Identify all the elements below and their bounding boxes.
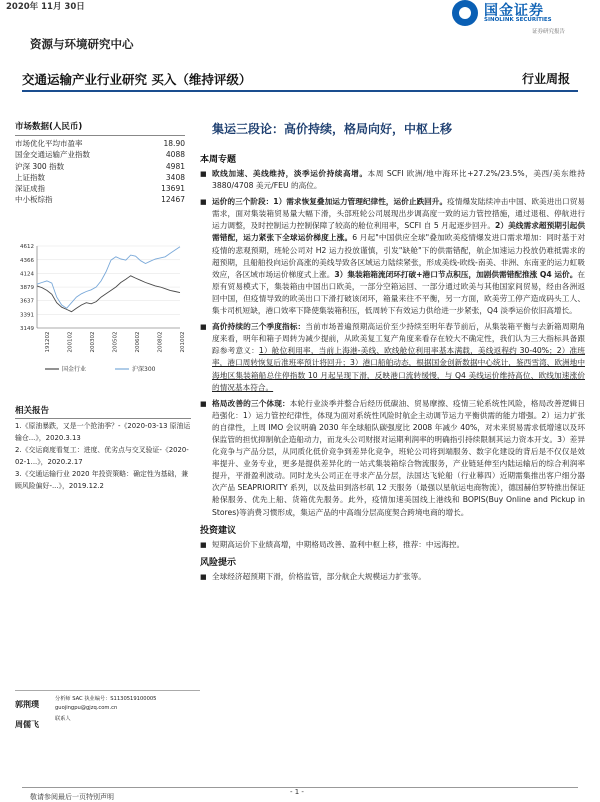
related-report-item[interactable]: 3.《交通运输行业 2020 年投资策略：确定性为基础，兼顾风险偏好-...》，2019.12.2 (15, 470, 189, 490)
analyst-name: 郭荆璞 (15, 700, 39, 709)
market-data-panel (15, 120, 185, 206)
bullet-paragraph (200, 398, 585, 519)
bullet-body: 本周 SCFI 欧洲/地中海环比+27.2%/23.5%，美西/美东维持 3880/4708 美元/FEU 的高位。 (212, 169, 585, 191)
market-data-title: 市场数据(人民币) (15, 122, 83, 132)
bullet-text (212, 398, 585, 519)
bullet-body: 在原有贸易模式下，集装箱由中国出口欧美，一部分空箱运回、一部分通过欧美与其他国家间贸易，经由各洲返回中国，但疫情导致的欧美出口下滑打破该闭环，箱量来往不平衡，另一方面，欧美劳工停产造成码头工人、集卡司机短缺，港口效率下降使集装箱积压，低周转下有效运力供给进一步紧张，Q4 淡季运价依旧高增长。 (212, 269, 585, 316)
bullet-bold: 2）美线需求超预期引起供需错配，运力紧张下全球运价梯度上涨。 (212, 221, 585, 243)
chart-y-tick-label: 3637 (20, 298, 34, 305)
invest-text: 短期高运价下业绩高增，中期格局改善、盈利中枢上移，推荐：中远海控。 (212, 539, 465, 549)
bullet-bold: 高价持续的三个季度指标： (212, 322, 306, 332)
bullet-text (212, 321, 585, 394)
analyst-row (15, 695, 200, 713)
related-report-item[interactable]: 1.《原油暴跌，又是一个抢油季？-《2020-03-13 原油运输仓...》，2020.3.13 (15, 422, 191, 442)
market-data-row (15, 183, 185, 194)
research-center-name: 资源与环境研究中心 (30, 37, 134, 51)
bullet-body: 当前市场普遍预期高运价至少持续至明年春节前后，从集装箱平衡与去新箱周期角度来看，明年和箱子周转为减少提前，从欧美复工复产角度来看存在较大不确定性，我们认为三大指标具备跟踪参考意义： (212, 322, 586, 356)
bullet-bold: 3）集装箱箱流闭环打破+港口节点积压，加剧供需错配推涨 Q4 运价。 (334, 269, 578, 279)
market-data-row (15, 194, 185, 205)
analyst-license: 分析师 SAC 执业编号：S1130519100005 (55, 696, 157, 702)
section-risk-title: 风险提示 (200, 557, 237, 568)
bullet-bold: 欧线加速、美线维持，淡季运价持续高增。 (212, 169, 368, 178)
chart-x-tick-label: 200602 (135, 331, 141, 353)
analyst-panel (15, 688, 200, 732)
chart-series-line (37, 247, 180, 309)
market-data-label: 深证成指 (15, 184, 45, 194)
analyst-row (15, 715, 200, 730)
related-divider (15, 418, 191, 419)
market-data-row (15, 172, 185, 183)
chart-x-tick-label: 200302 (90, 331, 96, 353)
chart-y-tick-label: 4612 (20, 244, 34, 250)
related-reports (15, 404, 191, 494)
chart-x-tick-label: 200102 (67, 331, 74, 353)
report-title: 交通运输产业行业研究 买入（维持评级） (22, 72, 252, 87)
market-data-label: 市场优化平均市盈率 (15, 139, 83, 148)
market-data-row (15, 149, 185, 160)
section-invest-title: 投资建议 (200, 525, 237, 536)
market-data-value: 4088 (165, 150, 185, 160)
bullet-body: 6 月起"中国供应全球"叠加欧美疫情爆发进口需求增加：同时基于对疫情的悲观预期，班轮公司对 H2 运力投放谨慎，引发"缺舱"下的供需错配，航企加速运力投放仍难抵需求的超预期，且船舶投向运价高涨的美线导致各区域运力陆续紧张，形成美线-欧线-南美、非洲、东南亚的运力虹吸效应，各区域市场运价梯度式上涨。 (212, 233, 585, 279)
chart-x-tick-label: 200802 (157, 331, 164, 353)
index-chart (15, 240, 185, 380)
related-reports-title: 相关报告 (15, 406, 50, 416)
market-data-rows (15, 138, 185, 206)
bullet-underlined: 1）舱位利用率，当前上海港-美线、欧线舱位利用率基本满载，美线返程约 30-40%；2）准班率，港口周转恢复后准班率预计将回升；3）港口船舶动态，根据国金创新数据中心统计，鉴西雪湾、欧洲地中海地区集装箱船总住停指数 10 月起呈现下滑，反映港口流转缓慢，与 Q4 美线运价维持高位、欧线加速涨价的情况基本符合。 (212, 346, 586, 392)
risk-text: 全球经济超预期下滑，价格监管，部分航企大规模运力扩张等。 (212, 571, 426, 581)
square-bullet-icon: ■ (200, 198, 207, 207)
company-logo (452, 0, 594, 38)
section-focus-title: 本周专题 (200, 155, 237, 165)
market-data-row (15, 138, 185, 149)
logo-sub-text: 证券研究报告 (532, 29, 566, 35)
analyst-info (55, 715, 71, 724)
logo-en-text: SINOLINK SECURITIES (484, 17, 552, 23)
logo-cn-text: 国金证券 (484, 3, 544, 19)
analyst-name: 周儒飞 (15, 720, 39, 729)
footer-disclaimer: 敬请参阅最后一页特别声明 (30, 793, 114, 801)
market-data-value: 3408 (165, 172, 185, 182)
market-data-value: 4981 (165, 161, 185, 171)
header-divider (22, 90, 578, 92)
market-data-label: 中小板综指 (15, 195, 53, 205)
chart-legend-label: 沪深300 (132, 366, 156, 373)
market-data-value: 13691 (161, 184, 185, 194)
square-bullet-icon: ■ (200, 399, 207, 408)
bullet-paragraph (200, 196, 585, 317)
market-data-row (15, 161, 185, 172)
bullet-body: 本轮行业淡季并整合后经历低碳油、贸易摩擦、疫情三轮系统性风险，格局改善逻辑日趋强化：1）运力管控纪律性，体现为面对系统性风险时航企主动调节运力平衡供需的能力增强。2）运力扩张的自律性，上周 IMO 会议明确 2030 年全球船队碳强度比 2008 年减少 40%，对未来贸易需求低增速以及环保监管的担忧抑制航企造船动力，而龙头公司财报对运期利润率的明确指引持续限制其运力资本开支。3）差异化竞争与产品分层，从同质化低价竞争到差异化竞争，班轮公司将到端服务、数字化建设的背后是不仅仅是效率提升、业务专业，更多是提供差异化的一站式集装箱综合物流服务，产业链延伸至内陆运输后的综合利润率提升，平滑盈利波动。同时龙头公司正在寻求产品分层，法国达飞轮船（行业幕四）近期需集推出客户细分器次产品 SEAPRIORITY 系列，以及盐田到洛杉矶 12 天服务（最强以星航运电商物流），德国赫伯罗特推出保证舱保服务、优先上船、货箱优先服务。此外，疫情加速美国线上港线和 BOPIS(Buy Online and Pickup in Stores)等消费习惯形成，集运产品的中高端分层高度契合跨境电商的增长。 (212, 398, 586, 517)
market-data-label: 国金交通运输产业指数 (15, 150, 90, 160)
market-data-value: 18.90 (163, 139, 185, 148)
index-chart-svg (15, 240, 185, 380)
report-headline: 集运三段论：高价持续，格局向好，中枢上移 (212, 122, 453, 136)
bullet-paragraph (200, 571, 585, 583)
chart-y-tick-label: 4366 (20, 257, 34, 264)
chart-legend-label: 国金行业 (62, 366, 87, 373)
analyst-divider (15, 690, 200, 691)
square-bullet-icon: ■ (200, 572, 207, 581)
chart-series-line (37, 276, 180, 312)
bullet-body: 疫情爆发陆续冲击中国、欧美进出口贸易需求，面对集装箱贸易量大幅下滑，头部班轮公司展现出步调高度一致的运力管控措施，通过退租、停航进行运力调整，及时控制运力控制保障了较高的舱位利用率，SCFI 自 5 月起逐步回升。 (212, 197, 585, 231)
square-bullet-icon: ■ (200, 540, 207, 549)
bullet-text (212, 196, 585, 317)
market-data-divider (15, 135, 185, 136)
analyst-role: 联系人 (55, 716, 71, 722)
chart-y-tick-label: 3391 (20, 312, 34, 319)
chart-y-tick-label: 3149 (20, 326, 34, 332)
page-number: - 1 - (290, 788, 304, 796)
square-bullet-icon: ■ (200, 170, 207, 178)
related-report-item[interactable]: 2.《交运商度看复工：进度、优劣点与交叉验证-《2020-02-1...》，2020.2.17 (15, 446, 189, 466)
main-content (200, 120, 585, 587)
bullet-bold: 运价的三个阶段：1）需求恢复叠加运力管理纪律性，运价止跌回升。 (212, 197, 448, 207)
market-data-value: 12467 (161, 195, 185, 205)
report-type: 行业周报 (521, 72, 570, 86)
chart-x-tick-label: 191202 (45, 331, 51, 353)
chart-x-tick-label: 200502 (112, 331, 119, 353)
logo-mark-icon (452, 0, 478, 26)
market-data-label: 上证指数 (15, 172, 45, 182)
bullet-paragraph (200, 168, 585, 192)
chart-y-tick-label: 4124 (20, 271, 34, 278)
analyst-info (55, 695, 156, 713)
market-data-label: 沪深 300 指数 (15, 161, 65, 171)
bullet-bold: 格局改善的三个体现： (212, 398, 290, 408)
analyst-email[interactable]: guojingpu@gjzq.com.cn (55, 705, 118, 711)
chart-x-tick-label: 201002 (180, 331, 186, 353)
square-bullet-icon: ■ (200, 323, 207, 332)
report-date: 2020年 11月 30日 (6, 2, 85, 12)
bullet-paragraph (200, 539, 585, 551)
bullet-text (212, 168, 585, 192)
chart-y-tick-label: 3879 (20, 285, 34, 292)
bullet-paragraph (200, 321, 585, 394)
